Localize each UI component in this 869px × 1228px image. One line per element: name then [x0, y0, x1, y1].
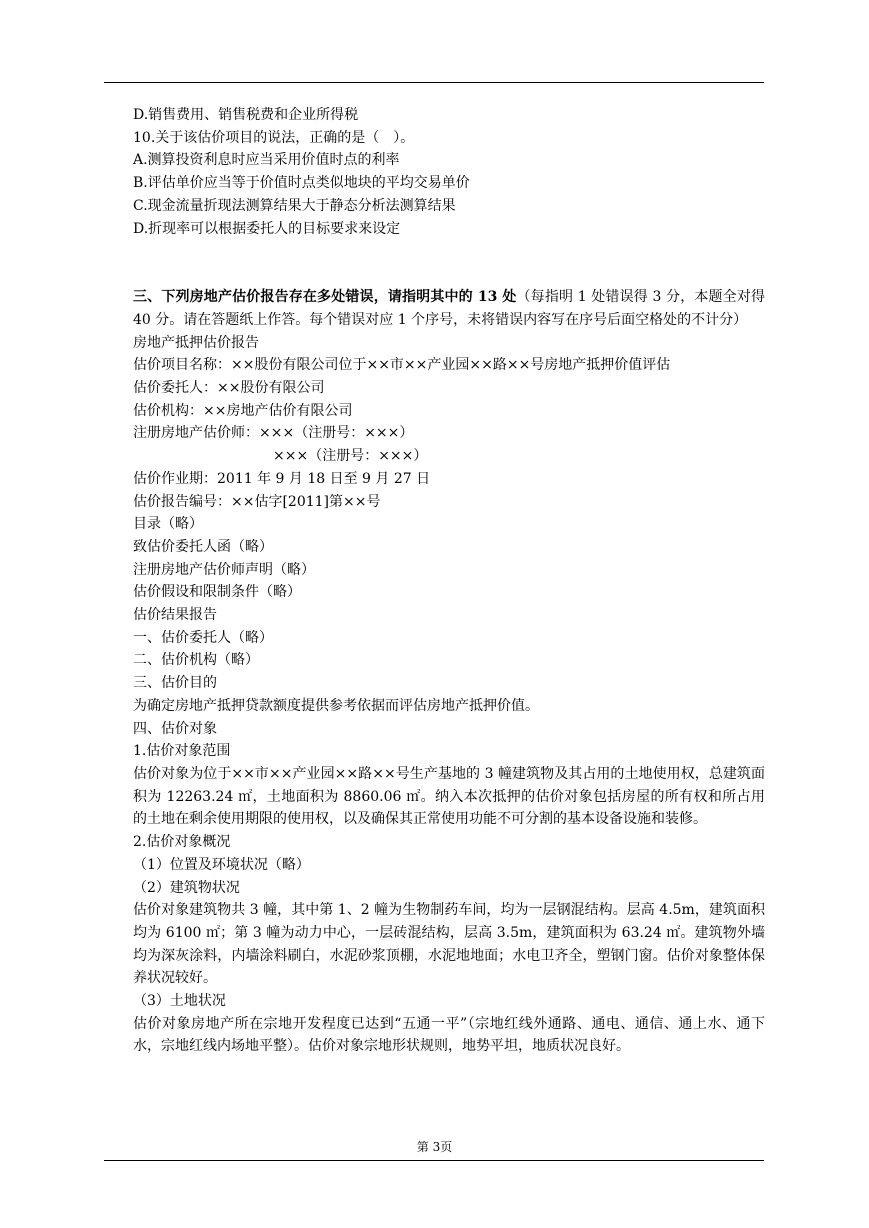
- work-period: 估价作业期：2011 年 9 月 18 日至 9 月 27 日: [133, 470, 431, 487]
- land-subtitle: （3）土地状况: [133, 993, 226, 1010]
- overview-title: 2.估价对象概况: [133, 834, 231, 851]
- appraiser-statement: 注册房地产估价师声明（略）: [133, 561, 315, 578]
- report-number: 估价报告编号：××估字[2011]第××号: [133, 493, 381, 510]
- option-a-q10: A.测算投资利息时应当采用价值时点的利率: [133, 152, 400, 169]
- scope-paragraph: 估价对象为位于××市××产业园××路××号生产基地的 3 幢建筑物及其占用的土地使用权，总建筑面积为 12263.24 ㎡，土地面积为 8860.06 ㎡。纳入本次抵押的估价对象包括房屋的所有权和所占用的土地在剩余使用期限的使用权，以及确保其正常使用功能不可分割的基本设备设施和装修。: [133, 765, 765, 828]
- building-paragraph: 估价对象建筑物共 3 幢，其中第 1、2 幢为生物制药车间，均为一层钢混结构。层高 4.5m，建筑面积均为 6100 ㎡；第 3 幢为动力中心，一层砖混结构，层高 3.5m，建筑面积为 63.24 ㎡。建筑物外墙均为深灰涂料，内墙涂料刷白，水泥砂浆顶棚，水泥地地面；水电卫齐全，塑钢门窗。估价对象整体保养状况较好。: [133, 902, 765, 987]
- section-purpose: 三、估价目的: [133, 675, 217, 692]
- toc: 目录（略）: [133, 516, 203, 533]
- section-gap: [105, 240, 765, 286]
- section-object: 四、估价对象: [133, 720, 217, 737]
- location-subtitle: （1）位置及环境状况（略）: [133, 856, 310, 873]
- client: 估价委托人：××股份有限公司: [133, 380, 325, 397]
- footer-rule: [104, 1160, 764, 1161]
- header-rule: [104, 82, 764, 83]
- question-3-title: 三、下列房地产估价报告存在多处错误，请指明其中的 13 处: [133, 289, 517, 306]
- scope-title: 1.估价对象范围: [133, 743, 231, 760]
- purpose-text: 为确定房地产抵押贷款额度提供参考依据而评估房地产抵押价值。: [133, 697, 539, 714]
- page-number: 第 3页: [416, 1140, 453, 1154]
- assumptions: 估价假设和限制条件（略）: [133, 584, 301, 601]
- question-10: 10.关于该估价项目的说法，正确的是（ ）。: [133, 129, 415, 146]
- option-c-q10: C.现金流量折现法测算结果大于静态分析法测算结果: [133, 197, 456, 214]
- option-b-q10: B.评估单价应当等于价值时点类似地块的平均交易单价: [133, 175, 470, 192]
- project-name: 估价项目名称：××股份有限公司位于××市××产业园××路××号房地产抵押价值评估: [133, 357, 671, 374]
- section-client: 一、估价委托人（略）: [133, 629, 273, 646]
- option-d-q9: D.销售费用、销售税费和企业所得税: [133, 107, 359, 123]
- letter-to-client: 致估价委托人函（略）: [133, 538, 273, 555]
- result-report-title: 估价结果报告: [133, 607, 217, 624]
- report-title: 房地产抵押估价报告: [133, 334, 259, 351]
- page-content: [105, 104, 765, 1058]
- appraisal-agency: 估价机构：××房地产估价有限公司: [133, 402, 353, 419]
- section-agency: 二、估价机构（略）: [133, 652, 259, 669]
- question-3-scoring: （每指明 1 处错误得 3 分，本题全对得 40 分。请在答题纸上作答。每个错误对应 1 个序号，未将错误内容写在序号后面空格处的不计分）: [133, 289, 765, 328]
- building-subtitle: （2）建筑物状况: [133, 879, 240, 896]
- question-3-instruction: [105, 286, 765, 331]
- option-d-q10: D.折现率可以根据委托人的目标要求来设定: [133, 220, 401, 237]
- land-paragraph: 估价对象房地产所在宗地开发程度已达到“五通一平”（宗地红线外通路、通电、通信、通上水、通下水，宗地红线内场地平整）。估价对象宗地形状规则，地势平坦，地质状况良好。: [133, 1015, 765, 1055]
- appraiser-1: 注册房地产估价师：×××（注册号：×××）: [133, 425, 414, 442]
- appraiser-2: ×××（注册号：×××）: [273, 448, 428, 465]
